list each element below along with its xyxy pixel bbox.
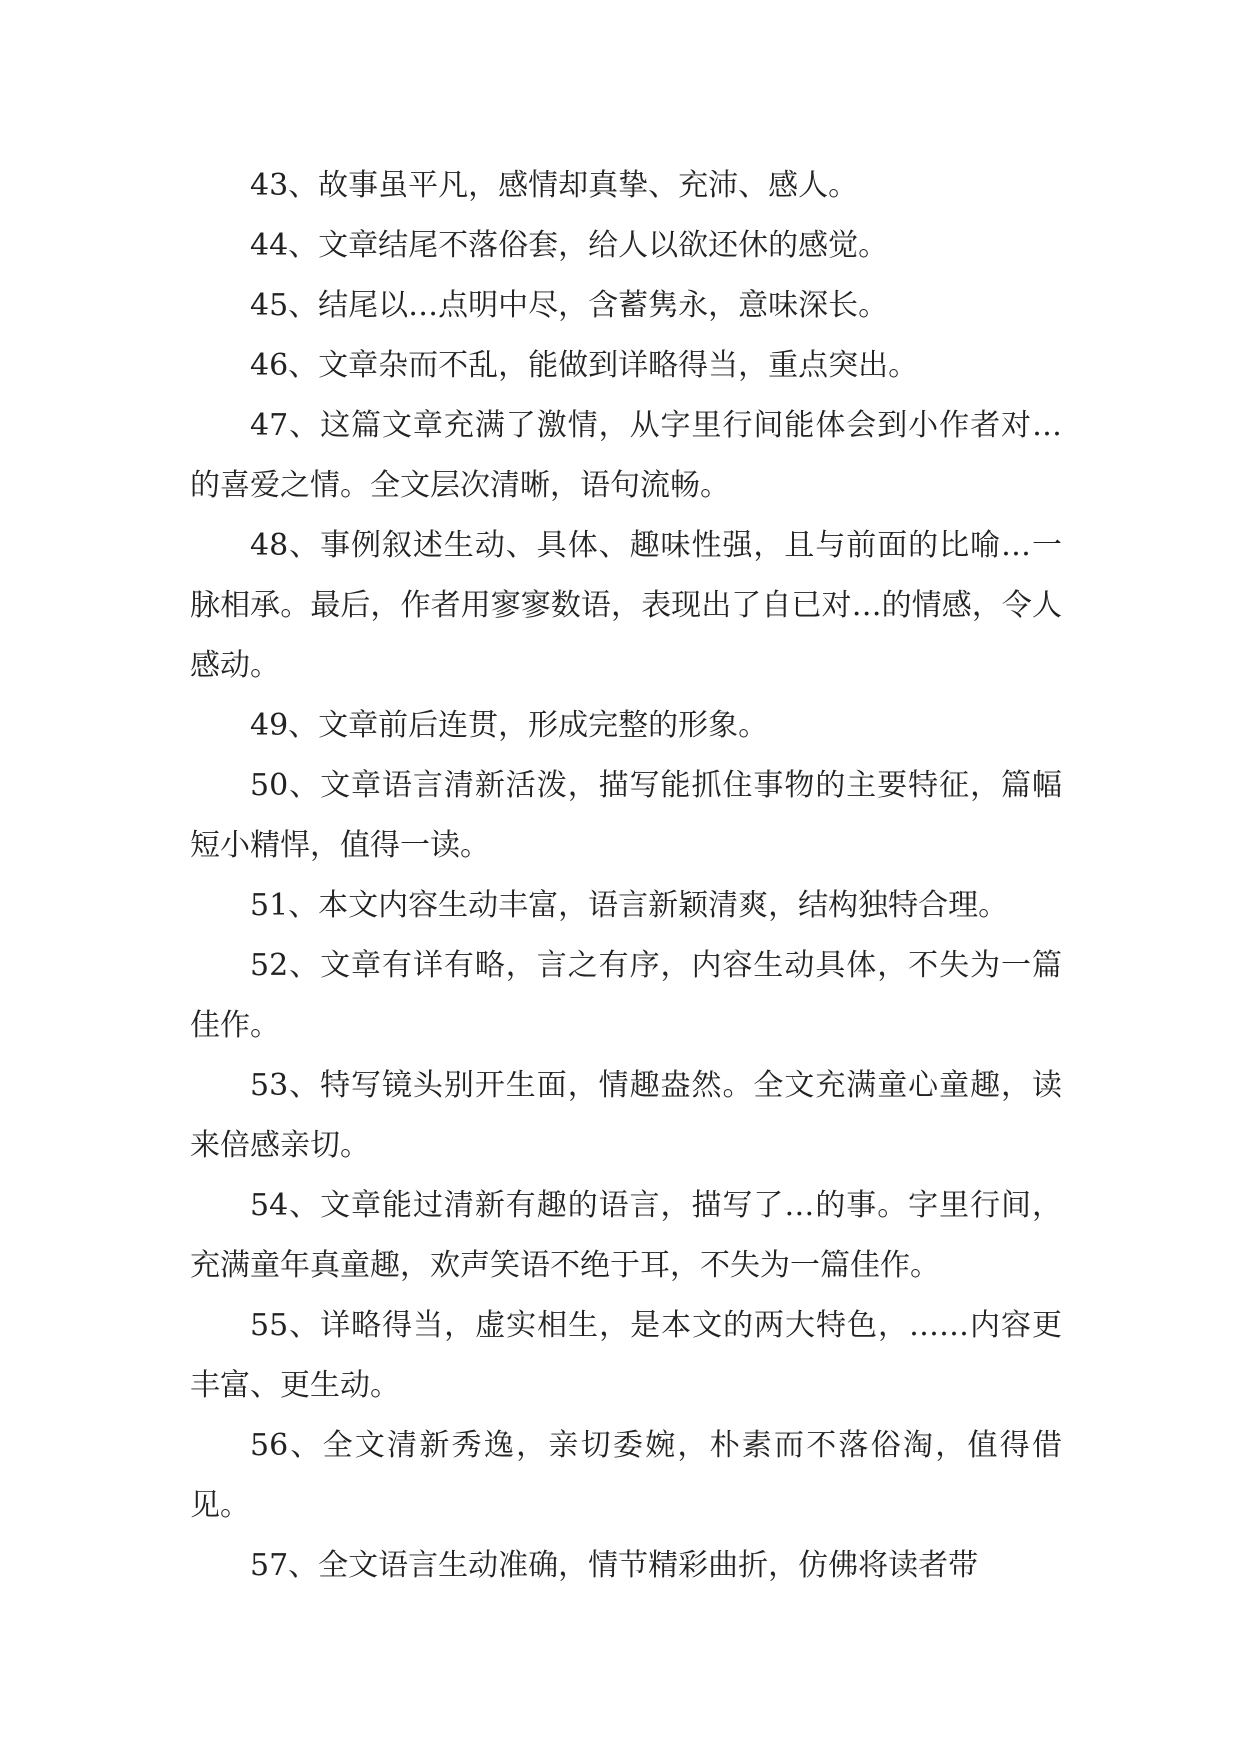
- document-body: [190, 156, 1062, 1596]
- paragraph-54: 54、文章能过清新有趣的语言，描写了…的事。字里行间，充满童年真童趣，欢声笑语不绝于耳，不失为一篇佳作。: [190, 1188, 1062, 1283]
- paragraph-51: 51、本文内容生动丰富，语言新颖清爽，结构独特合理。: [250, 888, 1009, 923]
- paragraph-52: 52、文章有详有略，言之有序，内容生动具体，不失为一篇佳作。: [190, 948, 1062, 1043]
- paragraph-47: 47、这篇文章充满了激情，从字里行间能体会到小作者对…的喜爱之情。全文层次清晰，语句流畅。: [190, 408, 1062, 503]
- paragraph-53: 53、特写镜头别开生面，情趣盎然。全文充满童心童趣，读来倍感亲切。: [190, 1068, 1062, 1163]
- paragraph-48: 48、事例叙述生动、具体、趣味性强，且与前面的比喻…一脉相承。最后，作者用寥寥数语，表现出了自已对…的情感，令人感动。: [190, 528, 1062, 683]
- paragraph-46: 46、文章杂而不乱，能做到详略得当，重点突出。: [250, 348, 919, 383]
- paragraph-45: 45、结尾以…点明中尽，含蓄隽永，意味深长。: [250, 288, 889, 323]
- paragraph-55: 55、详略得当，虚实相生，是本文的两大特色，……内容更丰富、更生动。: [190, 1308, 1062, 1403]
- paragraph-56: 56、全文清新秀逸，亲切委婉，朴素而不落俗淘，值得借见。: [190, 1428, 1062, 1523]
- paragraph-49: 49、文章前后连贯，形成完整的形象。: [250, 708, 769, 743]
- paragraph-43: 43、故事虽平凡，感情却真挚、充沛、感人。: [250, 168, 859, 203]
- paragraph-57: 57、全文语言生动准确，情节精彩曲折，仿佛将读者带: [250, 1548, 979, 1583]
- paragraph-44: 44、文章结尾不落俗套，给人以欲还休的感觉。: [250, 228, 889, 263]
- paragraph-50: 50、文章语言清新活泼，描写能抓住事物的主要特征，篇幅短小精悍，值得一读。: [190, 768, 1062, 863]
